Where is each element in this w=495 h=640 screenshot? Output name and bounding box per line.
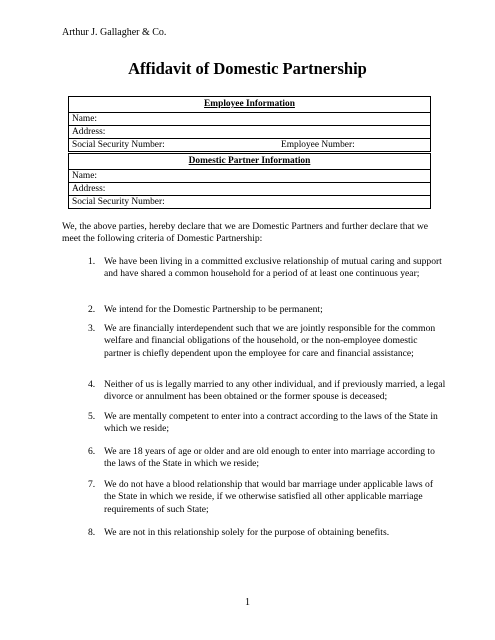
employee-information-heading [69, 97, 430, 113]
criteria-number: 5. [88, 411, 96, 422]
criteria-number: 8. [88, 527, 96, 538]
employee-number-label: Employee Number: [281, 140, 355, 150]
criteria-number: 2. [88, 304, 96, 315]
criteria-number: 3. [88, 323, 96, 334]
criteria-text: We have been living in a committed exclusive relationship of mutual caring and support and have shared a common household for a period of at least one continuous year; [104, 256, 442, 280]
partner-name-label: Name: [72, 171, 97, 181]
criteria-text: We are not in this relationship solely for the purpose of obtaining benefits. [104, 527, 390, 538]
criteria-text: We intend for the Domestic Partnership to be permanent; [104, 304, 323, 315]
company-header: Arthur J. Gallagher & Co. [62, 27, 167, 38]
criteria-text: We do not have a blood relationship that would bar marriage under applicable laws of the State in which we reside, if we otherwise satisfied all other applicable marriage requirements of such State; [104, 479, 434, 515]
partner-ssn-label: Social Security Number: [72, 197, 165, 207]
document-title: Affidavit of Domestic Partnership [128, 59, 367, 78]
employee-address-label: Address: [72, 127, 106, 137]
employee-address-row[interactable] [69, 126, 430, 139]
partner-information-heading-text: Domestic Partner Information [188, 156, 311, 166]
criteria-number: 1. [88, 256, 96, 267]
criteria-text: Neither of us is legally married to any other individual, and if previously married, a legal divorce or annulment has been obtained or the former spouse is deceased; [104, 379, 446, 403]
criteria-number: 4. [88, 379, 96, 390]
partner-information-table [68, 153, 431, 209]
criteria-number: 6. [88, 446, 96, 457]
employee-name-row[interactable] [69, 113, 430, 126]
page-number: 1 [245, 597, 250, 608]
partner-address-row[interactable] [69, 183, 430, 196]
criteria-text: We are financially interdependent such that we are jointly responsible for the common welfare and financial obligations of the household, or the non-employee domestic partner is chiefly dependent upon the employee for care and financial assistance; [104, 323, 436, 359]
partner-ssn-row[interactable] [69, 196, 430, 208]
criteria-number: 7. [88, 479, 96, 490]
employee-name-label: Name: [72, 114, 97, 124]
employee-information-heading-text: Employee Information [204, 99, 295, 109]
partner-information-heading [69, 154, 430, 170]
criteria-text: We are mentally competent to enter into a contract according to the laws of the State in which we reside; [104, 411, 438, 435]
partner-name-row[interactable] [69, 170, 430, 183]
employee-ssn-row[interactable] [69, 139, 430, 151]
declaration-intro: We, the above parties, hereby declare that we are Domestic Partners and further declare that we meet the following criteria of Domestic Partnership: [62, 221, 429, 245]
partner-address-label: Address: [72, 184, 106, 194]
criteria-text: We are 18 years of age or older and are old enough to enter into marriage according to the laws of the State in which we reside; [104, 446, 435, 470]
employee-ssn-label: Social Security Number: [72, 140, 165, 150]
employee-information-table [68, 96, 431, 152]
